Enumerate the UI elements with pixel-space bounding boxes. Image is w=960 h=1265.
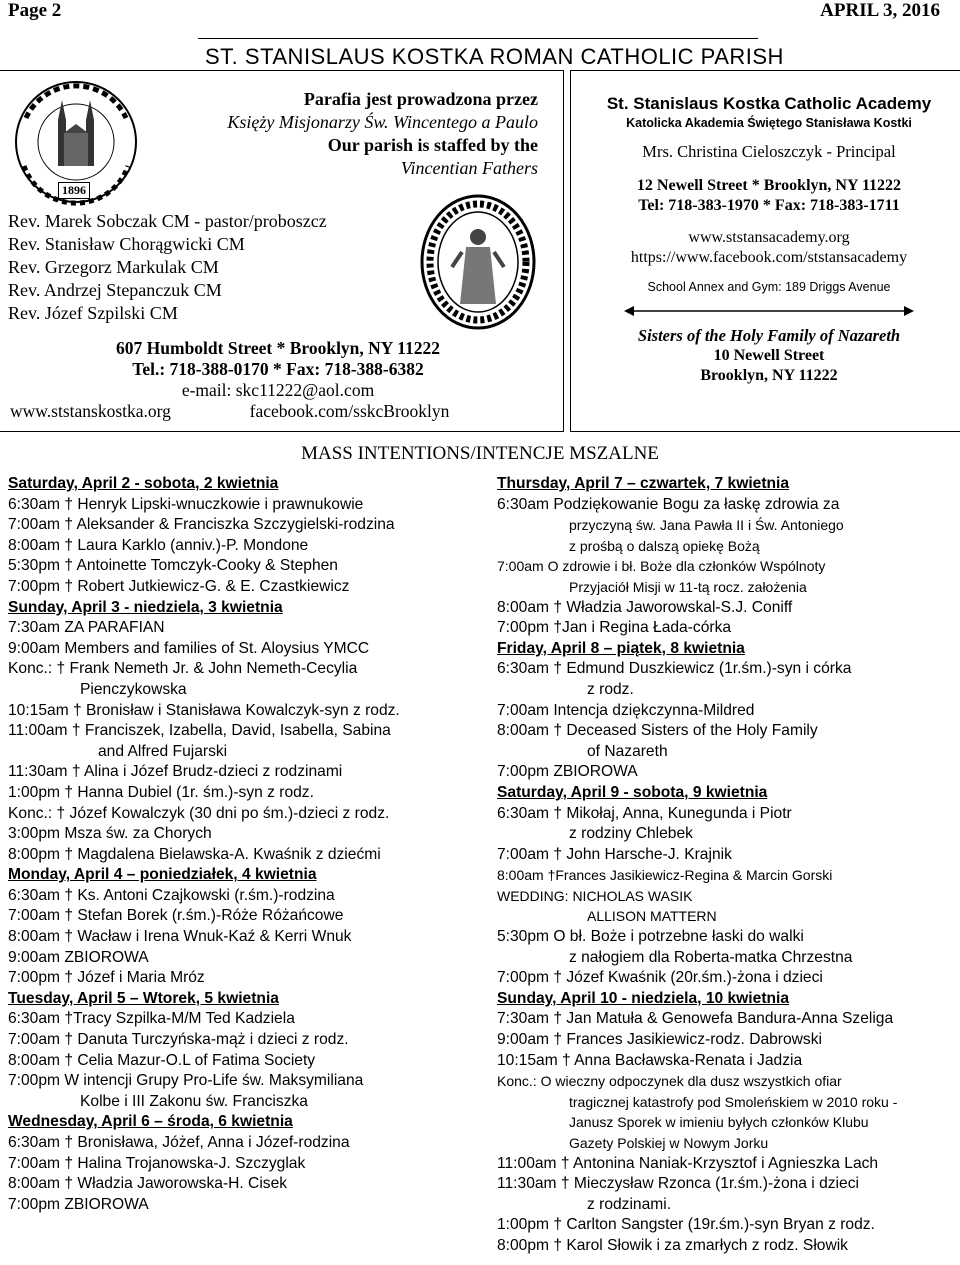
intention-line: Konc.: † Józef Kowalczyk (30 dni po śm.)-dzieci z rodz. xyxy=(8,804,390,822)
intention-line: Kolbe i III Zakonu św. Franciszka xyxy=(80,1092,308,1110)
sisters-address-2: Brooklyn, NY 11222 xyxy=(700,367,838,384)
vincentian-medal xyxy=(418,192,538,332)
intention-line: 7:00pm †Jan i Regina Łada-córka xyxy=(497,619,732,637)
intention-line: 5:30pm † Antoinette Tomczyk-Cooky & Stephen xyxy=(8,557,338,575)
clergy-item: Rev. Grzegorz Markulak CM xyxy=(8,257,219,277)
intention-line: 8:00am † Deceased Sisters of the Holy Family xyxy=(497,722,818,740)
parish-web-row xyxy=(0,401,556,422)
staffed-line-4: Vincentian Fathers xyxy=(400,158,538,178)
intention-line: and Alfred Fujarski xyxy=(98,742,228,760)
intention-line: 6:30am † Bronisława, Jóżef, Anna i Józef-rodzina xyxy=(8,1134,350,1151)
parish-phone: Tel.: 718-388-0170 * Fax: 718-388-6382 xyxy=(132,359,424,379)
intention-line: 6:30am † Ks. Antoni Czajkowski (r.śm.)-rodzina xyxy=(8,886,335,904)
academy-principal: Mrs. Christina Cieloszczyk - Principal xyxy=(642,142,896,161)
intention-line: 8:00am †Frances Jasikiewicz-Regina & Marcin Gorski xyxy=(497,867,833,884)
intention-line: 6:30am †Tracy Szpilka-M/M Ted Kadziela xyxy=(8,1010,295,1028)
intention-line: WEDDING: NICHOLAS WASIK xyxy=(497,887,693,904)
intention-line: 11:30am † Mieczysław Rzonca (1r.śm.)-żona i dzieci xyxy=(497,1175,859,1193)
day-heading: Thursday, April 7 – czwartek, 7 kwietnia xyxy=(497,475,790,492)
intention-line: ALLISON MATTERN xyxy=(587,908,717,925)
academy-website[interactable]: www.ststansacademy.org xyxy=(688,229,850,246)
day-heading: Tuesday, April 5 – Wtorek, 5 kwietnia xyxy=(8,989,279,1007)
intention-line: 10:15am † Anna Bacławska-Renata i Jadzia xyxy=(497,1051,803,1069)
intention-line: 5:30pm O bł. Boże i potrzebne łaski do walki xyxy=(497,928,804,946)
intention-line: 7:30am † Jan Matuła & Genowefa Bandura-Anna Szeliga xyxy=(497,1010,894,1028)
day-heading: Sunday, April 3 - niedziela, 3 kwietnia xyxy=(8,598,283,616)
mass-intentions-left-column xyxy=(8,474,488,1215)
intention-line: z nałogiem dla Roberta-matka Chrzestna xyxy=(569,948,853,966)
academy-subtitle: Katolicka Akademia Świętego Stanisława Kostki xyxy=(626,116,912,130)
clergy-item: Rev. Marek Sobczak CM - pastor/proboszcz xyxy=(8,211,327,231)
issue-date: APRIL 3, 2016 xyxy=(820,0,940,21)
intention-line: 7:00pm † Robert Jutkiewicz-G. & E. Czastkiewicz xyxy=(8,577,350,595)
intention-line: 11:30am † Alina i Józef Brudz-dzieci z rodzinami xyxy=(8,763,343,781)
intention-line: 11:00am † Antonina Naniak-Krzysztof i Agnieszka Lach xyxy=(497,1154,879,1172)
intention-line: 9:00am ZBIOROWA xyxy=(8,948,149,966)
intention-line: 7:00pm ZBIOROWA xyxy=(8,1195,149,1213)
intention-line: 7:30am ZA PARAFIAN xyxy=(8,619,165,637)
clergy-item: Rev. Andrzej Stepanczuk CM xyxy=(8,280,222,300)
intention-line: 1:00pm † Hanna Dubiel (1r. śm.)-syn z rodz. xyxy=(8,783,314,801)
intention-line: 6:30am † Henryk Lipski-wnuczkowie i prawnukowie xyxy=(8,495,364,513)
academy-address: 12 Newell Street * Brooklyn, NY 11222 xyxy=(636,177,902,194)
intention-line: tragicznej katastrofy pod Smoleńskiem w 2010 roku - xyxy=(569,1093,898,1110)
clergy-list xyxy=(8,210,327,325)
intention-line: 8:00am † Wacław i Irena Wnuk-Kaź & Kerri Wnuk xyxy=(8,928,352,946)
sisters-title: Sisters of the Holy Family of Nazareth xyxy=(637,326,901,345)
intention-line: z rodzinami. xyxy=(587,1195,672,1213)
mass-intentions-right-column xyxy=(497,474,957,1257)
header-rule xyxy=(198,38,758,39)
intention-line: Konc.: † Frank Nemeth Jr. & John Nemeth-Cecylia xyxy=(8,660,358,678)
intention-line: 6:30am † Mikołaj, Anna, Kunegunda i Piotr xyxy=(497,804,792,822)
intention-line: 1:00pm † Carlton Sangster (19r.śm.)-syn Bryan z rodz. xyxy=(497,1216,875,1234)
intention-line: 6:30am † Edmund Duszkiewicz (1r.śm.)-syn i córka xyxy=(497,660,852,678)
parish-title: ST. STANISLAUS KOSTKA ROMAN CATHOLIC PARISH xyxy=(205,44,784,69)
academy-annex: School Annex and Gym: 189 Driggs Avenue xyxy=(647,280,891,294)
intention-line: 7:00pm W intencji Grupy Pro-Life św. Maksymiliana xyxy=(8,1072,364,1090)
intention-line: 7:00am † Stefan Borek (r.śm.)-Róże Różańcowe xyxy=(8,907,344,925)
parish-facebook[interactable]: facebook.com/sskcBrooklyn xyxy=(249,401,450,421)
day-heading: Friday, April 8 – piątek, 8 kwietnia xyxy=(497,639,745,657)
intention-line: of Nazareth xyxy=(587,742,668,760)
intention-line: 7:00pm † Józef Kwaśnik (20r.śm.)-żona i dzieci xyxy=(497,969,823,987)
intention-line: 8:00am † Laura Karklo (anniv.)-P. Mondone xyxy=(8,536,309,554)
intention-line: 7:00am † John Harsche-J. Krajnik xyxy=(497,845,732,863)
clergy-item: Rev. Stanisław Chorągwicki CM xyxy=(8,234,245,254)
day-heading: Wednesday, April 6 – środa, 6 kwietnia xyxy=(8,1113,293,1131)
academy-info xyxy=(580,94,958,386)
intention-line: 6:30am Podziękowanie Bogu za łaskę zdrowia za xyxy=(497,495,840,513)
sisters-address-1: 10 Newell Street xyxy=(713,347,825,364)
intention-line: 8:00am † Władzia Jaworowskal-S.J. Coniff xyxy=(497,598,793,616)
parish-website[interactable]: www.ststanskostka.org xyxy=(10,401,171,421)
intention-line: z prośbą o dalszą opiekę Bożą xyxy=(569,537,760,554)
double-arrow-divider xyxy=(580,296,958,322)
intention-line: 8:00pm † Magdalena Bielawska-A. Kwaśnik z dziećmi xyxy=(8,845,381,863)
seal-year: 1896 xyxy=(58,182,90,199)
intention-line: 7:00am O zdrowie i bł. Boże dla członków Wspólnoty xyxy=(497,558,826,575)
intention-line: Konc.: O wieczny odpoczynek dla dusz wszystkich ofiar xyxy=(497,1073,842,1090)
staffed-line-3: Our parish is staffed by the xyxy=(327,135,538,155)
day-heading: Saturday, April 2 - sobota, 2 kwietnia xyxy=(8,475,279,492)
day-heading: Sunday, April 10 - niedziela, 10 kwietnia xyxy=(497,989,790,1007)
day-heading: Monday, April 4 – poniedziałek, 4 kwietnia xyxy=(8,866,317,884)
intention-line: z rodziny Chlebek xyxy=(569,825,693,843)
intention-line: 3:00pm Msza św. za Chorych xyxy=(8,825,212,843)
intention-line: 8:00am † Władzia Jaworowska-H. Cisek xyxy=(8,1175,288,1193)
intention-line: 7:00am Intencja dziękczynna-Mildred xyxy=(497,701,755,719)
intention-line: 7:00pm ZBIOROWA xyxy=(497,763,638,781)
intention-line: Janusz Sporek w imieniu byłych członków Klubu xyxy=(569,1114,869,1131)
intention-line: 7:00pm † Józef i Maria Mróz xyxy=(8,969,205,987)
intention-line: 9:00am Members and families of St. Aloysius YMCC xyxy=(8,639,370,657)
academy-title: St. Stanislaus Kostka Catholic Academy xyxy=(606,94,932,113)
staffed-line-2: Księży Misjonarzy Św. Wincentego a Paulo xyxy=(227,112,538,132)
intention-line: 9:00am † Frances Jasikiewicz-rodz. Dabrowski xyxy=(497,1031,822,1049)
intention-line: 7:00am † Halina Trojanowska-J. Szczyglak xyxy=(8,1154,306,1172)
intention-line: Przyjaciół Misji w 11-tą rocz. założenia xyxy=(569,578,807,595)
academy-phone: Tel: 718-383-1970 * Fax: 718-383-1711 xyxy=(638,197,900,214)
parish-address: 607 Humboldt Street * Brooklyn, NY 11222 xyxy=(116,338,440,358)
academy-facebook[interactable]: https://www.facebook.com/ststansacademy xyxy=(630,249,908,266)
intention-line: Gazety Polskiej w Nowym Jorku xyxy=(569,1135,769,1151)
intention-line: przyczyną św. Jana Pawła II i Św. Antoniego xyxy=(569,517,844,534)
page-number: Page 2 xyxy=(8,0,62,21)
staffed-line-1: Parafia jest prowadzona przez xyxy=(303,89,538,109)
staffed-notice xyxy=(227,88,538,180)
clergy-item: Rev. Józef Szpilski CM xyxy=(8,303,178,323)
parish-contact xyxy=(0,338,556,422)
intention-line: 8:00pm † Karol Słowik i za zmarłych z rodz. Słowik xyxy=(497,1236,848,1254)
parish-email[interactable]: e-mail: skc11222@aol.com xyxy=(181,380,375,400)
intention-line: Pienczykowska xyxy=(80,680,187,698)
intention-line: 11:00am † Franciszek, Izabella, David, Isabella, Sabina xyxy=(8,722,391,740)
intention-line: 7:00am † Aleksander & Franciszka Szczygielski-rodzina xyxy=(8,516,395,534)
intention-line: 7:00am † Danuta Turczyńska-mąż i dzieci z rodz. xyxy=(8,1031,349,1049)
intention-line: 10:15am † Bronisław i Stanisława Kowalczyk-syn z rodz. xyxy=(8,701,400,719)
mass-intentions-title: MASS INTENTIONS/INTENCJE MSZALNE xyxy=(301,443,659,464)
parish-seal xyxy=(6,78,146,208)
day-heading: Saturday, April 9 - sobota, 9 kwietnia xyxy=(497,783,768,801)
intention-line: 8:00am † Celia Mazur-O.L of Fatima Society xyxy=(8,1051,316,1069)
intention-line: z rodz. xyxy=(587,680,634,698)
